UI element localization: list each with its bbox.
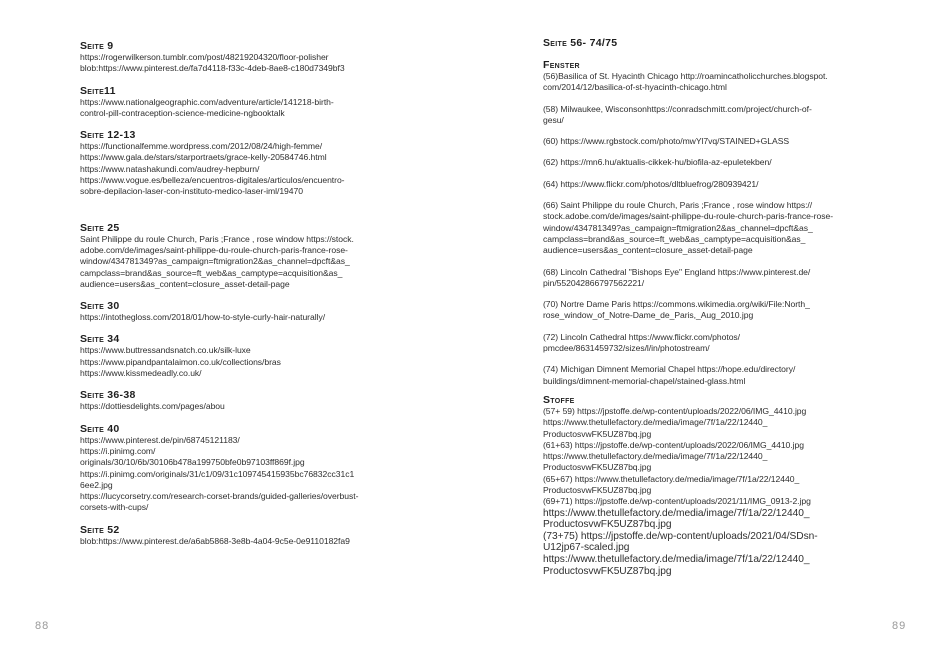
page-number-right: 89	[892, 620, 907, 632]
reference-entry	[543, 332, 873, 355]
reference-section	[80, 389, 405, 412]
reference-entry	[543, 71, 873, 94]
reference-line: ProductosvwFK5UZ87bq.jpg	[543, 428, 652, 439]
reference-entry	[543, 157, 873, 168]
reference-entry	[543, 104, 873, 127]
reference-line: campclass=brand&as_source=ft_web&as_camptype=acquisition&as_	[543, 233, 806, 244]
reference-section	[80, 85, 405, 120]
reference-line: 6ee2.jpg	[80, 479, 113, 490]
section-heading: Seite 36-38	[80, 389, 136, 402]
reference-line: stock.adobe.com/de/images/saint-philippe-du-roule-church-paris-france-rose-	[543, 211, 834, 222]
section-heading: Seite 40	[80, 422, 120, 435]
reference-line: https://www.thetullefactory.de/media/image/7f/1a/22/12440_	[543, 507, 810, 519]
right-page	[470, 0, 940, 654]
reference-line: https://www.pipandpantalaimon.co.uk/collections/bras	[80, 356, 281, 367]
reference-line: https://www.nationalgeographic.com/adventure/article/141218-birth-	[80, 96, 334, 107]
section-heading: Seite 34	[80, 333, 120, 346]
reference-line: https://dottiesdelights.com/pages/abou	[80, 401, 225, 412]
reference-line: ProductosvwFK5UZ87bq.jpg	[543, 485, 652, 496]
reference-line: (61+63) https://jpstoffe.de/wp-content/uploads/2022/06/IMG_4410.jpg	[543, 439, 804, 450]
page-number-left: 88	[35, 620, 50, 632]
reference-entry	[543, 136, 873, 147]
reference-line: https://lucycorsetry.com/research-corset-brands/guided-galleries/overbust-	[80, 491, 359, 502]
reference-line: (56)Basilica of St. Hyacinth Chicago http://roamincatholicchurches.blogspot.	[543, 71, 828, 81]
reference-section	[80, 524, 405, 547]
reference-line: Saint Philippe du roule Church, Paris ;France , rose window https://stock.	[80, 233, 354, 244]
reference-line: (73+75) https://jpstoffe.de/wp-content/uploads/2021/04/SDsn-	[543, 530, 818, 542]
stoffe-heading: Stoffe	[543, 393, 575, 406]
section-heading: Seite 52	[80, 523, 120, 536]
reference-section	[80, 40, 405, 75]
reference-line: https://i.pinimg.com/	[80, 445, 156, 456]
reference-line: pmcdee/8631459732/sizes/l/in/photostream/	[543, 343, 710, 354]
section-heading: Seite11	[80, 84, 116, 97]
reference-line: (64) https://www.flickr.com/photos/dltbluefrog/280939421/	[543, 178, 759, 189]
reference-line: https://www.kissmedeadly.co.uk/	[80, 368, 202, 379]
reference-line: window/434781349?as_campaign=ftmigration2&as_channel=dpcft&as_	[543, 222, 813, 233]
reference-entry	[543, 364, 873, 387]
section-heading: Seite 9	[80, 40, 114, 52]
reference-line: gesu/	[543, 114, 564, 125]
reference-line: buildings/dimnent-memorial-chapel/stained-glass.html	[543, 375, 746, 386]
reference-line: https://www.pinterest.de/pin/68745121183/	[80, 434, 240, 445]
reference-line: blob:https://www.pinterest.de/fa7d4118-f33c-4deb-8ae8-c180d7349bf3	[80, 63, 345, 74]
reference-entry	[543, 299, 873, 322]
section-heading: Seite 12-13	[80, 129, 136, 142]
reference-line: https://www.buttressandsnatch.co.uk/silk-luxe	[80, 345, 251, 356]
reference-line: campclass=brand&as_source=ft_web&as_camptype=acquisition&as_	[80, 267, 343, 278]
reference-line: (65+67) https://www.thetullefactory.de/media/image/7f/1a/22/12440_	[543, 473, 800, 484]
reference-line: blob:https://www.pinterest.de/a6ab5868-3e8b-4a04-9c5e-0e9110182fa9	[80, 535, 350, 546]
reference-line: control-pill-contraception-science-medicine-ngbooktalk	[80, 107, 285, 118]
reference-line: (72) Lincoln Cathedral https://www.flickr.com/photos/	[543, 331, 741, 342]
reference-line: (70) Nortre Dame Paris https://commons.wikimedia.org/wiki/File:North_	[543, 299, 810, 310]
reference-line: originals/30/10/6b/30106b478a199750bfe0b97103ff869f.jpg	[80, 457, 305, 468]
reference-line: (69+71) https://jpstoffe.de/wp-content/uploads/2021/11/IMG_0913-2.jpg	[543, 496, 811, 507]
reference-line: ProductosvwFK5UZ87bq.jpg	[543, 565, 672, 577]
reference-line: https://rogerwilkerson.tumblr.com/post/48219204320/floor-polisher	[80, 52, 329, 62]
reference-line: (62) https://mn6.hu/aktualis-cikkek-hu/biofila-az-epuletekben/	[543, 157, 772, 168]
reference-line: (58) Milwaukee, Wisconsonhttps://conradschmitt.com/project/church-of-	[543, 103, 812, 114]
reference-section	[80, 129, 405, 197]
reference-section	[80, 222, 405, 290]
reference-line: (60) https://www.rgbstock.com/photo/mwYl7vq/STAINED+GLASS	[543, 136, 790, 147]
reference-line: https://www.thetullefactory.de/media/image/7f/1a/22/12440_	[543, 417, 768, 428]
reference-line: sobre-depilacion-laser-con-instituto-medico-laser-iml/19470	[80, 186, 303, 197]
reference-line: (57+ 59) https://jpstoffe.de/wp-content/uploads/2022/06/IMG_4410.jpg	[543, 405, 807, 416]
reference-line: pin/552042866797562221/	[543, 277, 645, 288]
reference-entry	[543, 200, 873, 256]
reference-line: rose_window_of_Notre-Dame_de_Paris,_Aug_2010.jpg	[543, 310, 754, 321]
reference-line: https://www.natashakundi.com/audrey-hepburn/	[80, 163, 260, 174]
section-heading: Seite 25	[80, 221, 120, 234]
reference-line: (74) Michigan Dimnent Memorial Chapel https://hope.edu/directory/	[543, 364, 796, 375]
reference-line: ProductosvwFK5UZ87bq.jpg	[543, 519, 672, 531]
reference-section	[80, 423, 405, 514]
reference-line: https://functionalfemme.wordpress.com/2012/08/24/high-femme/	[80, 141, 323, 152]
reference-line: audience=users&as_content=closure_asset-detail-page	[80, 278, 290, 289]
left-page-references	[80, 40, 405, 547]
reference-line: audience=users&as_content=closure_asset-detail-page	[543, 245, 753, 256]
reference-line: U12jp67-scaled.jpg	[543, 542, 630, 554]
reference-entry	[543, 267, 873, 290]
reference-line: https://www.thetullefactory.de/media/image/7f/1a/22/12440_	[543, 553, 810, 565]
reference-line: (68) Lincoln Cathedral "Bishops Eye" England https://www.pinterest.de/	[543, 266, 811, 277]
reference-section	[80, 300, 405, 323]
reference-line: https://intothegloss.com/2018/01/how-to-style-curly-hair-naturally/	[80, 312, 326, 323]
stoffe-entries	[543, 406, 873, 577]
fenster-heading: Fenster	[543, 59, 580, 71]
reference-line: https://www.gala.de/stars/starportraets/grace-kelly-20584746.html	[80, 152, 327, 163]
reference-entry	[543, 179, 873, 190]
reference-line: window/434781349?as_campaign=ftmigration2&as_channel=dpcft&as_	[80, 256, 350, 267]
reference-line: adobe.com/de/images/saint-philippe-du-roule-church-paris-france-rose-	[80, 244, 348, 255]
reference-line: ProductosvwFK5UZ87bq.jpg	[543, 462, 652, 473]
right-page-references	[543, 37, 873, 577]
reference-line: corsets-with-cups/	[80, 502, 149, 513]
section-title: Seite 56- 74/75	[543, 37, 618, 49]
reference-line: (66) Saint Philippe du roule Church, Paris ;France , rose window https://	[543, 200, 813, 211]
reference-section	[80, 333, 405, 379]
reference-line: com/2014/12/basilica-of-st-hyacinth-chicago.html	[543, 82, 727, 93]
section-heading: Seite 30	[80, 300, 120, 313]
reference-line: https://i.pinimg.com/originals/31/c1/09/31c109745415935bc76832cc31c1	[80, 468, 355, 479]
reference-line: https://www.thetullefactory.de/media/image/7f/1a/22/12440_	[543, 451, 768, 462]
fenster-entries	[543, 71, 873, 387]
reference-line: https://www.vogue.es/belleza/encuentros-digitales/articulos/encuentro-	[80, 175, 345, 186]
